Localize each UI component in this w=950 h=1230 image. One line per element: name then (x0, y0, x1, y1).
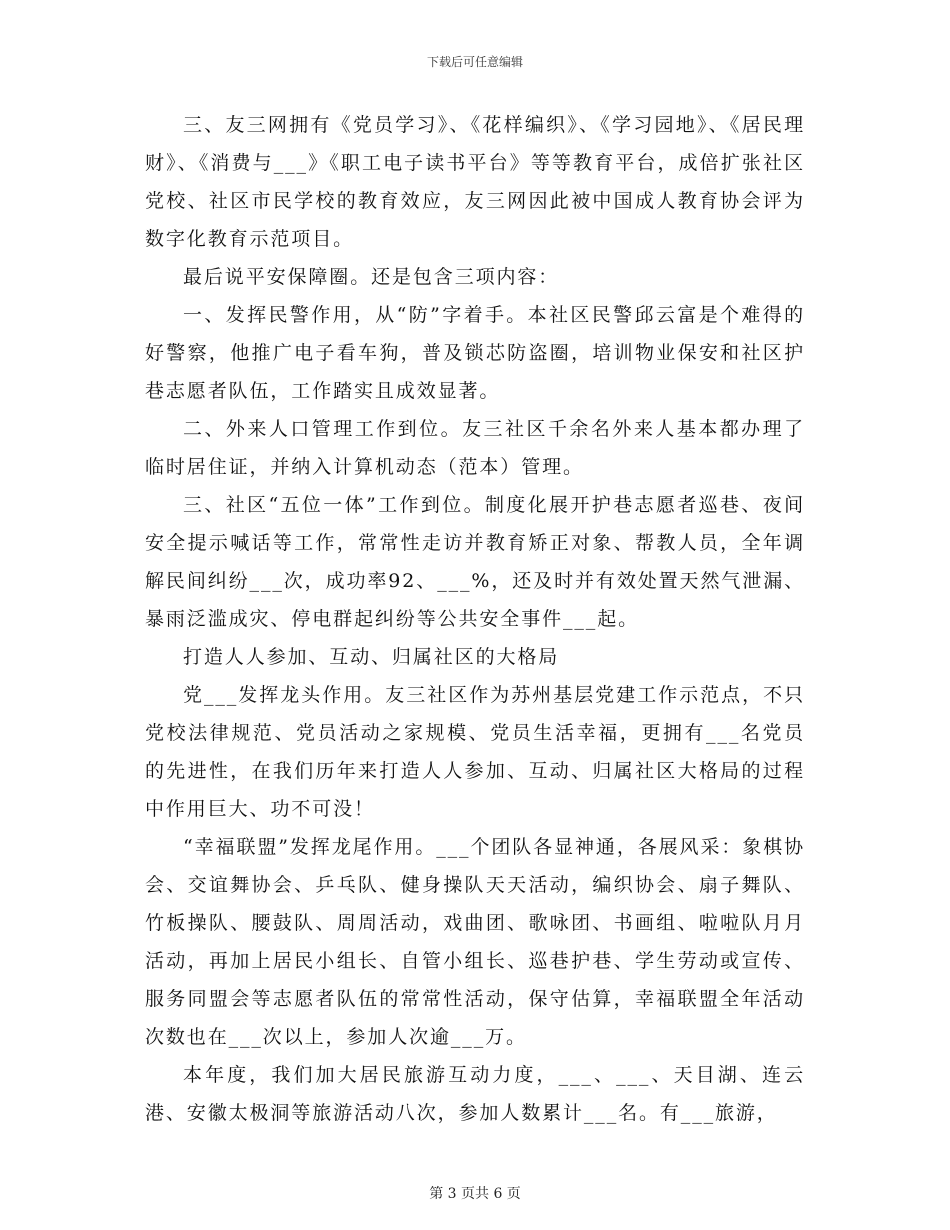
section-heading: 打造人人参加、互动、归属社区的大格局 (183, 646, 560, 668)
paragraph: 三、友三网拥有《党员学习》、《花样编织》、《学习园地》、《居民理财》、《消费与___》《职工电子读书平台》等等教育平台，成倍扩张社区党校、社区市民学校的教育效应，友三网因此被中国成人教育协会评为数字化教育示范项目。 (145, 114, 805, 250)
paragraph: 一、发挥民警作用，从“防”字着手。本社区民警邱云富是个难得的好警察，他推广电子看车狗，普及锁芯防盗圈，培训物业保安和社区护巷志愿者队伍，工作踏实且成效显著。 (145, 304, 805, 402)
document-body (145, 106, 805, 1132)
paragraph: 本年度，我们加大居民旅游互动力度，___、___、天目湖、连云港、安徽太极洞等旅游活动八次，参加人数累计___名。有___旅游， (145, 1064, 805, 1124)
paragraph: 最后说平安保障圈。还是包含三项内容： (183, 266, 560, 288)
paragraph: 二、外来人口管理工作到位。友三社区千余名外来人基本都办理了临时居住证，并纳入计算机动态（范本）管理。 (145, 418, 805, 478)
paragraph: “幸福联盟”发挥龙尾作用。___个团队各显神通，各展风采：象棋协会、交谊舞协会、乒乓队、健身操队天天活动，编织协会、扇子舞队、竹板操队、腰鼓队、周周活动，戏曲团、歌咏团、书画组、啦啦队月月活动，再加上居民小组长、自管小组长、巡巷护巷、学生劳动或宣传、服务同盟会等志愿者队伍的常常性活动，保守估算，幸福联盟全年活动次数也在___次以上，参加人次逾___万。 (145, 836, 805, 1048)
page-footer: 第 3 页共 6 页 (429, 1186, 521, 1202)
paragraph: 三、社区“五位一体”工作到位。制度化展开护巷志愿者巡巷、夜间安全提示喊话等工作，常常性走访并教育矫正对象、帮教人员，全年调解民间纠纷___次，成功率92、___%，还及时并有效处置天然气泄漏、暴雨泛滥成灾、停电群起纠纷等公共安全事件___起。 (145, 494, 805, 630)
paragraph: 党___发挥龙头作用。友三社区作为苏州基层党建工作示范点，不只党校法律规范、党员活动之家规模、党员生活幸福，更拥有___名党员的先进性，在我们历年来打造人人参加、互动、归属社区大格局的过程中作用巨大、功不可没！ (145, 684, 805, 820)
page-header: 下载后可任意编辑 (426, 55, 523, 69)
